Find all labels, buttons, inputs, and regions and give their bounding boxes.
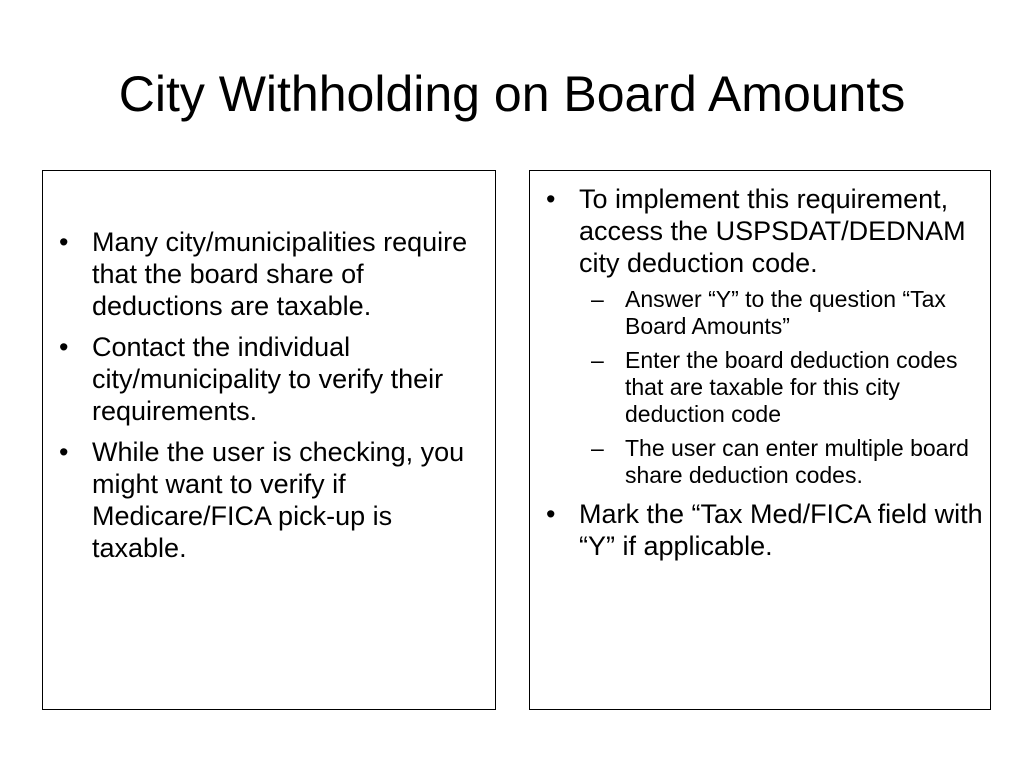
bullet-icon: •	[546, 184, 556, 214]
bullet-icon: •	[59, 227, 69, 257]
left-bullet-text: Many city/municipalities require that the board share of deductions are taxable.	[92, 227, 468, 321]
right-bullet-item	[544, 498, 984, 562]
bullet-icon: •	[546, 499, 556, 529]
left-bullet-text: While the user is checking, you might want to verify if Medicare/FICA pick-up is taxable.	[92, 437, 465, 563]
right-text-box	[529, 170, 991, 710]
sub-bullet-item	[579, 347, 984, 428]
dash-icon: –	[591, 347, 604, 373]
sub-bullet-text: Answer “Y” to the question “Tax Board Amounts”	[625, 286, 946, 339]
sub-bullet-text: Enter the board deduction codes that are taxable for this city deduction code	[625, 347, 958, 427]
right-bullet-text: Mark the “Tax Med/FICA field with “Y” if applicable.	[579, 499, 983, 561]
sub-bullet-list	[579, 286, 984, 489]
right-bullet-item	[544, 183, 984, 489]
sub-bullet-item	[579, 435, 984, 489]
bullet-icon: •	[59, 437, 69, 467]
right-bullet-text: To implement this requirement, access the USPSDAT/DEDNAM city deduction code.	[579, 184, 966, 278]
sub-bullet-item	[579, 286, 984, 340]
slide-title: City Withholding on Board Amounts	[118, 66, 906, 122]
left-bullet-item	[57, 226, 487, 322]
bullet-icon: •	[59, 332, 69, 362]
left-bullet-list	[57, 226, 487, 573]
dash-icon: –	[591, 435, 604, 461]
left-text-box	[42, 170, 496, 710]
sub-bullet-text: The user can enter multiple board share deduction codes.	[625, 435, 969, 488]
dash-icon: –	[591, 286, 604, 312]
left-bullet-item	[57, 436, 487, 564]
right-bullet-list	[544, 183, 984, 571]
left-bullet-text: Contact the individual city/municipality to verify their requirements.	[92, 332, 444, 426]
left-bullet-item	[57, 331, 487, 427]
